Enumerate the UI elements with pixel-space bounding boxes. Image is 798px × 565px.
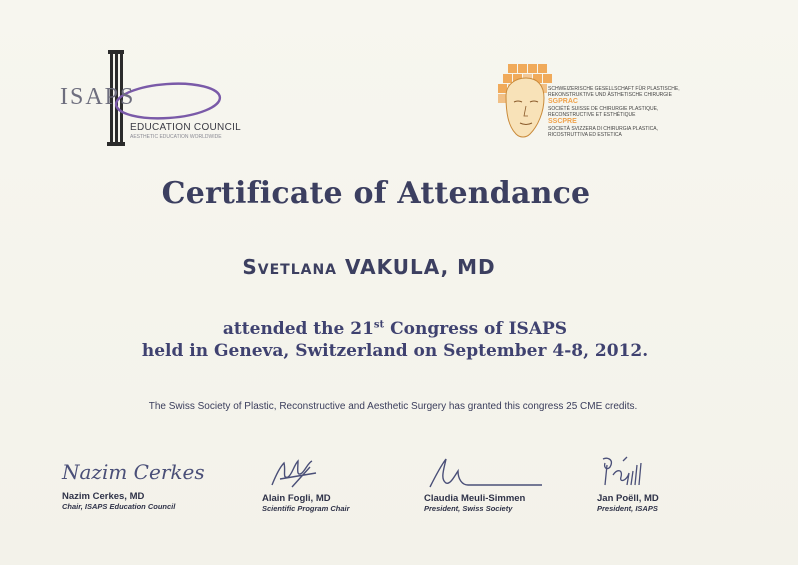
- isaps-wordmark: ISAPS: [60, 84, 136, 110]
- recipient-name: [0, 255, 738, 279]
- cme-credits-note: The Swiss Society of Plastic, Reconstructive and Aesthetic Surgery has granted this congress 25 CME credits.: [148, 401, 638, 412]
- signatory-role: Chair, ISAPS Education Council: [62, 502, 176, 511]
- swiss-line-6: RICOSTRUTTIVA ED ESTETICA: [548, 132, 622, 138]
- swiss-society-text: [548, 86, 698, 138]
- signatory-name: Nazim Cerkes, MD: [62, 491, 145, 502]
- signatory-name: Alain Fogli, MD: [262, 493, 331, 504]
- attendance-statement: [0, 318, 790, 362]
- isaps-tagline: AESTHETIC EDUCATION WORLDWIDE: [130, 134, 222, 140]
- signatory-role: President, Swiss Society: [424, 504, 513, 513]
- isaps-logo: [60, 44, 240, 156]
- signature-meuli-simmen: [424, 455, 544, 491]
- swiss-line-3: SOCIÉTÉ SUISSE DE CHIRURGIE PLASTIQUE,: [548, 106, 659, 112]
- signature-fogli: [262, 455, 342, 491]
- swiss-abbr-sgprac: SGPRAC: [548, 98, 578, 105]
- swiss-line-1: SCHWEIZERISCHE GESELLSCHAFT FÜR PLASTISCHE,: [548, 86, 680, 92]
- swiss-line-2: REKONSTRUKTIVE UND ÄSTHETISCHE CHIRURGIE: [548, 92, 672, 98]
- signatory-name: Claudia Meuli-Simmen: [424, 493, 526, 504]
- isaps-council-label: EDUCATION COUNCIL: [130, 122, 242, 133]
- signature-poell: [597, 455, 677, 491]
- swiss-society-face-icon: [494, 60, 554, 160]
- attendance-line-1-post: Congress of ISAPS: [384, 319, 568, 339]
- signatory-role: Scientific Program Chair: [262, 504, 350, 513]
- swiss-line-4: RECONSTRUCTIVE ET ESTHÉTIQUE: [548, 112, 636, 118]
- certificate-title: Certificate of Attendance: [161, 176, 591, 211]
- signature-block-fogli: [262, 455, 432, 513]
- signature-block-poell: [597, 455, 767, 513]
- signature-block-meuli-simmen: [424, 455, 594, 513]
- attendance-line-2: held in Geneva, Switzerland on September 4-8, 2012.: [141, 341, 649, 361]
- recipient-name-text: Svetlana VAKULA, MD: [242, 255, 496, 279]
- attendance-line-1: [0, 318, 790, 340]
- signatory-name: Jan Poëll, MD: [597, 493, 659, 504]
- ordinal-suffix: st: [373, 319, 385, 331]
- swiss-line-5: SOCIETÀ SVIZZERA DI CHIRURGIA PLASTICA,: [548, 126, 659, 132]
- swiss-society-logo: [494, 60, 694, 160]
- attendance-line-1-pre: attended the 21: [222, 319, 374, 339]
- signature-cerkes: Nazim Cerkes: [62, 460, 205, 484]
- swiss-abbr-sscpre: SSCPRE: [548, 118, 577, 125]
- signatory-role: President, ISAPS: [597, 504, 658, 513]
- signature-block-cerkes: [62, 455, 232, 511]
